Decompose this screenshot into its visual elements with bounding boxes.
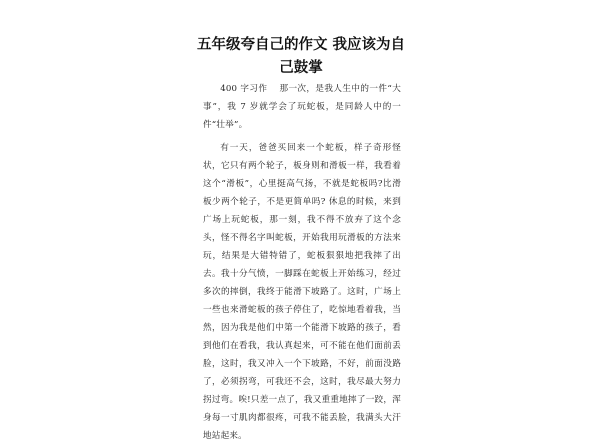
paragraph-intro: 400 字习作 那一次，是我人生中的一件“大事”，我 7 岁就学会了玩蛇板，是同龄人中的一件“壮举”。: [203, 84, 401, 130]
document-body: [203, 80, 401, 445]
paragraph-story: 有一天，爸爸买回来一个蛇板，样子奇形怪状，它只有两个轮子，板身则和滑板一样，我看着这个“滑板”，心里挺高气扬，不就是蛇板吗?比滑板少两个轮子，不是更简单吗? 休息的时候，来到广场上玩蛇板，那一刻，我不得不放弃了这个念头，怪不得名字叫蛇板，开始我用玩滑板的方法来玩，结果是大错特错了，蛇板狠狠地把我摔了出去。我十分气愤，一脚踩在蛇板上开始练习，经过多次的摔倒，我终于能滑下坡路了。这时，广场上一些也来滑蛇板的孩子停住了，吃惊地看着我，当然，因为我是他们中第一个能滑下坡路的孩子，看到他们在看我，我认真起来，可不能在他们面前丢脸，这时，我又冲入一个下坡路，不好，前面没路了，必须拐弯，可我还不会，这时，我尽最大努力拐过弯。唉!只差一点了，我又重重地摔了一跤，浑身每一寸肌肉都很疼，可我不能丢脸，我满头大汗地站起来。: [203, 143, 401, 441]
document-title: 五年级夸自己的作文 我应该为自己鼓掌: [196, 37, 406, 76]
